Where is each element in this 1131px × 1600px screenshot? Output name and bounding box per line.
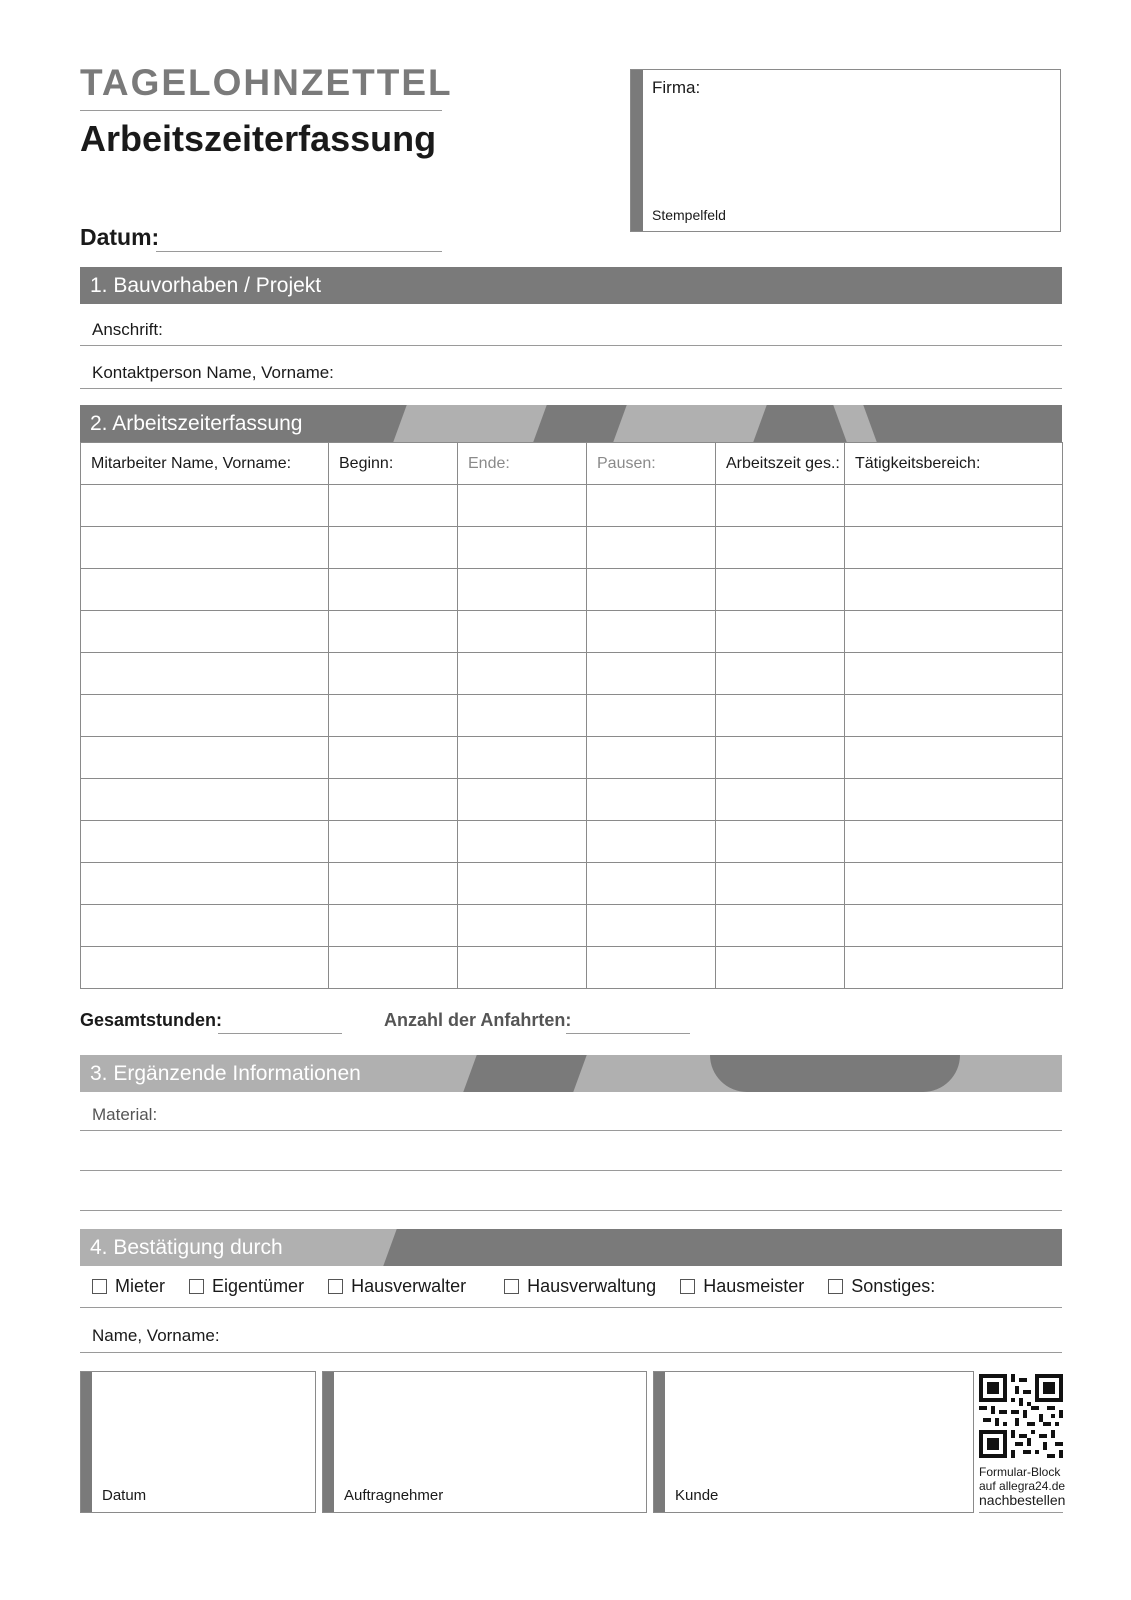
table-cell[interactable] — [716, 695, 845, 737]
table-cell[interactable] — [458, 569, 587, 611]
contact-field[interactable] — [80, 388, 1062, 389]
time-table — [80, 442, 1063, 989]
option-property-manager[interactable] — [328, 1276, 466, 1297]
reorder-underline — [979, 1512, 1063, 1513]
col-activity: Tätigkeitsbereich: — [845, 443, 1063, 485]
table-cell[interactable] — [716, 485, 845, 527]
signature-customer-box[interactable] — [653, 1371, 974, 1513]
section-3-stripe — [463, 1055, 586, 1092]
table-header-row — [81, 443, 1063, 485]
company-label: Firma: — [652, 78, 701, 97]
option-label: Hausverwalter — [351, 1276, 467, 1296]
option-owner[interactable] — [189, 1276, 304, 1297]
table-cell[interactable] — [329, 821, 458, 863]
table-row — [81, 737, 1063, 779]
checkbox[interactable] — [328, 1279, 343, 1294]
section-2-stripe — [613, 405, 766, 442]
table-cell[interactable] — [716, 611, 845, 653]
table-cell[interactable] — [587, 611, 716, 653]
table-cell[interactable] — [458, 947, 587, 989]
qr-code-icon[interactable] — [979, 1374, 1063, 1458]
table-cell[interactable] — [329, 905, 458, 947]
table-cell[interactable] — [845, 611, 1063, 653]
table-cell[interactable] — [81, 653, 329, 695]
name-field[interactable] — [80, 1352, 1062, 1353]
table-cell[interactable] — [329, 653, 458, 695]
signature-accent — [81, 1372, 92, 1512]
option-caretaker[interactable] — [680, 1276, 804, 1297]
signature-label: Auftragnehmer — [344, 1487, 444, 1504]
reorder-note — [979, 1465, 1069, 1507]
table-row — [81, 611, 1063, 653]
col-start: Beginn: — [329, 443, 458, 485]
table-cell[interactable] — [845, 527, 1063, 569]
table-cell[interactable] — [587, 569, 716, 611]
table-cell[interactable] — [845, 653, 1063, 695]
table-row — [81, 569, 1063, 611]
table-cell[interactable] — [716, 821, 845, 863]
table-cell[interactable] — [845, 905, 1063, 947]
table-row — [81, 947, 1063, 989]
table-cell[interactable] — [81, 569, 329, 611]
table-cell[interactable] — [587, 863, 716, 905]
signature-label: Datum — [102, 1487, 147, 1504]
contact-label: Kontaktperson Name, Vorname: — [92, 363, 334, 382]
table-cell[interactable] — [458, 737, 587, 779]
table-cell[interactable] — [716, 527, 845, 569]
total-hours-label: Gesamtstunden: — [80, 1010, 223, 1030]
option-other[interactable] — [828, 1276, 935, 1297]
table-cell[interactable] — [587, 695, 716, 737]
table-cell[interactable] — [329, 569, 458, 611]
col-breaks: Pausen: — [587, 443, 716, 485]
table-cell[interactable] — [716, 779, 845, 821]
table-row — [81, 905, 1063, 947]
table-cell[interactable] — [845, 947, 1063, 989]
table-cell[interactable] — [81, 905, 329, 947]
section-4-stripe — [383, 1229, 1062, 1266]
col-employee: Mitarbeiter Name, Vorname: — [81, 443, 329, 485]
table-cell[interactable] — [845, 485, 1063, 527]
table-cell[interactable] — [458, 653, 587, 695]
table-cell[interactable] — [587, 947, 716, 989]
signature-accent — [323, 1372, 334, 1512]
material-label: Material: — [92, 1105, 158, 1124]
stamp-box-accent — [631, 70, 643, 231]
option-tenant[interactable] — [92, 1276, 165, 1297]
table-cell[interactable] — [458, 611, 587, 653]
table-cell[interactable] — [81, 527, 329, 569]
section-1-title: 1. Bauvorhaben / Projekt — [90, 274, 322, 297]
section-3-header — [80, 1055, 1062, 1092]
table-row — [81, 821, 1063, 863]
table-row — [81, 527, 1063, 569]
table-cell[interactable] — [587, 527, 716, 569]
section-4-title: 4. Bestätigung durch — [90, 1236, 283, 1259]
form-title: TAGELOHNZETTEL — [80, 62, 453, 103]
signature-date-box[interactable] — [80, 1371, 316, 1513]
section-4-header — [80, 1229, 1062, 1266]
table-cell[interactable] — [587, 905, 716, 947]
table-cell[interactable] — [81, 779, 329, 821]
table-cell[interactable] — [329, 485, 458, 527]
table-cell[interactable] — [845, 569, 1063, 611]
table-cell[interactable] — [329, 527, 458, 569]
section-2-stripe — [833, 405, 876, 442]
name-label: Name, Vorname: — [92, 1326, 220, 1345]
table-cell[interactable] — [716, 947, 845, 989]
signature-contractor-box[interactable] — [322, 1371, 647, 1513]
trips-field[interactable] — [566, 1033, 690, 1034]
table-row — [81, 485, 1063, 527]
table-cell[interactable] — [587, 779, 716, 821]
table-cell[interactable] — [458, 821, 587, 863]
option-label: Eigentümer — [212, 1276, 305, 1296]
table-cell[interactable] — [587, 653, 716, 695]
table-cell[interactable] — [458, 695, 587, 737]
checkbox[interactable] — [92, 1279, 107, 1294]
option-label: Mieter — [115, 1276, 166, 1296]
section-3-title: 3. Ergänzende Informationen — [90, 1062, 361, 1085]
table-cell[interactable] — [845, 863, 1063, 905]
table-cell[interactable] — [329, 863, 458, 905]
table-cell[interactable] — [81, 611, 329, 653]
checkbox[interactable] — [504, 1279, 519, 1294]
table-cell[interactable] — [716, 737, 845, 779]
signature-label: Kunde — [675, 1487, 719, 1504]
table-cell[interactable] — [458, 485, 587, 527]
table-cell[interactable] — [329, 779, 458, 821]
checkbox[interactable] — [828, 1279, 843, 1294]
signature-accent — [654, 1372, 665, 1512]
table-row — [81, 695, 1063, 737]
date-field[interactable] — [156, 251, 442, 252]
table-cell[interactable] — [716, 653, 845, 695]
option-property-management[interactable] — [504, 1276, 656, 1297]
table-cell[interactable] — [81, 737, 329, 779]
title-divider — [80, 110, 442, 111]
checkbox[interactable] — [189, 1279, 204, 1294]
option-label: Sonstiges: — [851, 1276, 936, 1296]
reorder-line-1: Formular-Block — [979, 1465, 1061, 1479]
table-cell[interactable] — [329, 947, 458, 989]
table-cell[interactable] — [81, 695, 329, 737]
confirmation-options — [92, 1276, 959, 1297]
section-2-title: 2. Arbeitszeiterfassung — [90, 412, 303, 435]
material-field-3[interactable] — [80, 1210, 1062, 1211]
total-hours-field[interactable] — [218, 1033, 342, 1034]
options-divider — [80, 1307, 1062, 1308]
table-cell[interactable] — [329, 695, 458, 737]
table-cell[interactable] — [845, 779, 1063, 821]
table-cell[interactable] — [81, 863, 329, 905]
section-3-stripe — [710, 1055, 960, 1092]
col-total-time: Arbeitszeit ges.: — [716, 443, 845, 485]
section-2-header — [80, 405, 1062, 442]
table-cell[interactable] — [458, 527, 587, 569]
material-field-2[interactable] — [80, 1170, 1062, 1171]
col-end: Ende: — [458, 443, 587, 485]
table-cell[interactable] — [458, 863, 587, 905]
form-subtitle: Arbeitszeiterfassung — [80, 118, 437, 159]
table-cell[interactable] — [587, 485, 716, 527]
date-label: Datum: — [80, 224, 160, 250]
trips-label: Anzahl der Anfahrten: — [384, 1010, 572, 1030]
table-cell[interactable] — [458, 779, 587, 821]
table-cell[interactable] — [329, 737, 458, 779]
address-field[interactable] — [80, 345, 1062, 346]
address-label: Anschrift: — [92, 320, 163, 339]
stamp-field-label: Stempelfeld — [652, 207, 726, 223]
table-cell[interactable] — [845, 821, 1063, 863]
table-cell[interactable] — [81, 947, 329, 989]
reorder-line-3: nachbestellen — [979, 1492, 1066, 1508]
section-2-stripe — [393, 405, 546, 442]
time-table-body — [81, 485, 1063, 989]
table-row — [81, 653, 1063, 695]
material-field-1[interactable] — [80, 1130, 1062, 1131]
table-cell[interactable] — [329, 611, 458, 653]
table-cell[interactable] — [845, 737, 1063, 779]
table-row — [81, 779, 1063, 821]
option-label: Hausmeister — [703, 1276, 805, 1296]
reorder-line-2: auf allegra24.de — [979, 1479, 1066, 1493]
table-cell[interactable] — [716, 569, 845, 611]
checkbox[interactable] — [680, 1279, 695, 1294]
table-cell[interactable] — [458, 905, 587, 947]
table-cell[interactable] — [587, 737, 716, 779]
stamp-box[interactable] — [630, 69, 1061, 232]
section-1-header — [80, 267, 1062, 304]
table-cell[interactable] — [81, 821, 329, 863]
table-cell[interactable] — [587, 821, 716, 863]
option-label: Hausverwaltung — [527, 1276, 657, 1296]
table-cell[interactable] — [716, 863, 845, 905]
table-cell[interactable] — [81, 485, 329, 527]
table-cell[interactable] — [716, 905, 845, 947]
table-row — [81, 863, 1063, 905]
table-cell[interactable] — [845, 695, 1063, 737]
